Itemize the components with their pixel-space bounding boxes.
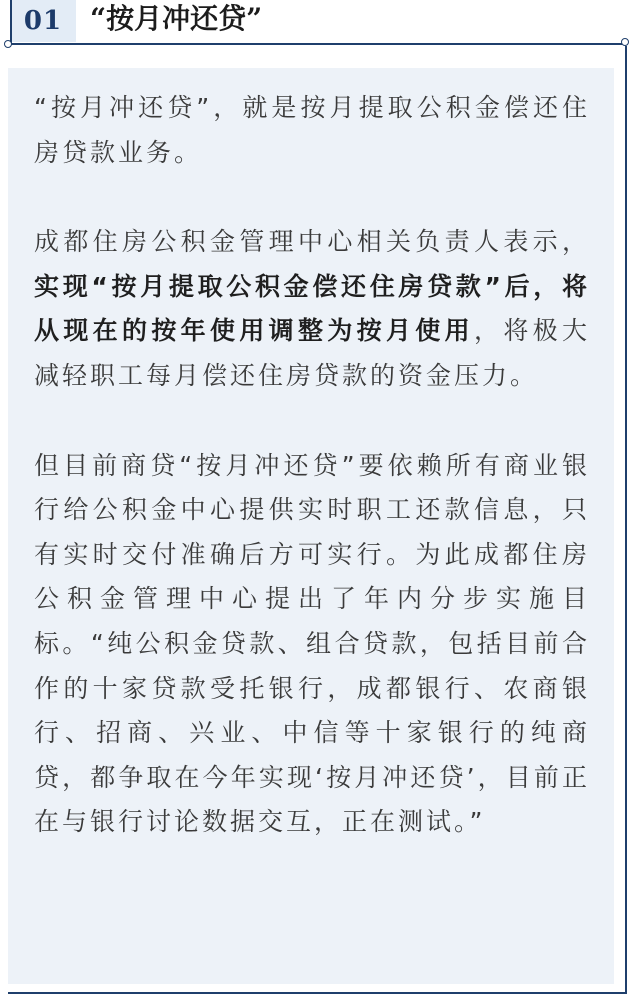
statement-intro: 成都住房公积金管理中心相关负责人表示， xyxy=(34,227,590,257)
frame-left-line xyxy=(10,0,12,44)
frame-right-dot xyxy=(621,38,629,46)
section-header xyxy=(0,0,632,46)
frame-left-dot xyxy=(4,40,12,48)
statement-highlight: 实现“按月提取公积金偿还住房贷款”后，将从现在的按年使用调整为按月使用 xyxy=(34,271,590,346)
frame-right-line xyxy=(625,46,627,994)
section-number: 01 xyxy=(23,6,63,36)
statement-outro: ，将极大减轻职工每月偿还住房贷款的资金压力。 xyxy=(34,316,590,390)
frame-top-line xyxy=(10,43,622,45)
section-number-badge xyxy=(10,0,76,42)
frame-bottom-line xyxy=(8,992,627,994)
paragraph-statement xyxy=(34,220,590,398)
paragraph-plan: 但目前商贷“按月冲还贷”要依赖所有商业银行给公积金中心提供实时职工还款信息，只有实时交付准确后方可实行。为此成都住房公积金管理中心提出了年内分步实施目标。“纯公积金贷款、组合贷款，包括目前合作的十家贷款受托银行，成都银行、农商银行、招商、兴业、中信等十家银行的纯商贷，都争取在今年实现‘按月冲还贷’，目前正在与银行讨论数据交互，正在测试。” xyxy=(34,450,590,837)
section-title: “按月冲还贷” xyxy=(90,2,263,35)
paragraph-definition: “按月冲还贷”，就是按月提取公积金偿还住房贷款业务。 xyxy=(34,93,590,167)
article-body xyxy=(34,86,590,845)
